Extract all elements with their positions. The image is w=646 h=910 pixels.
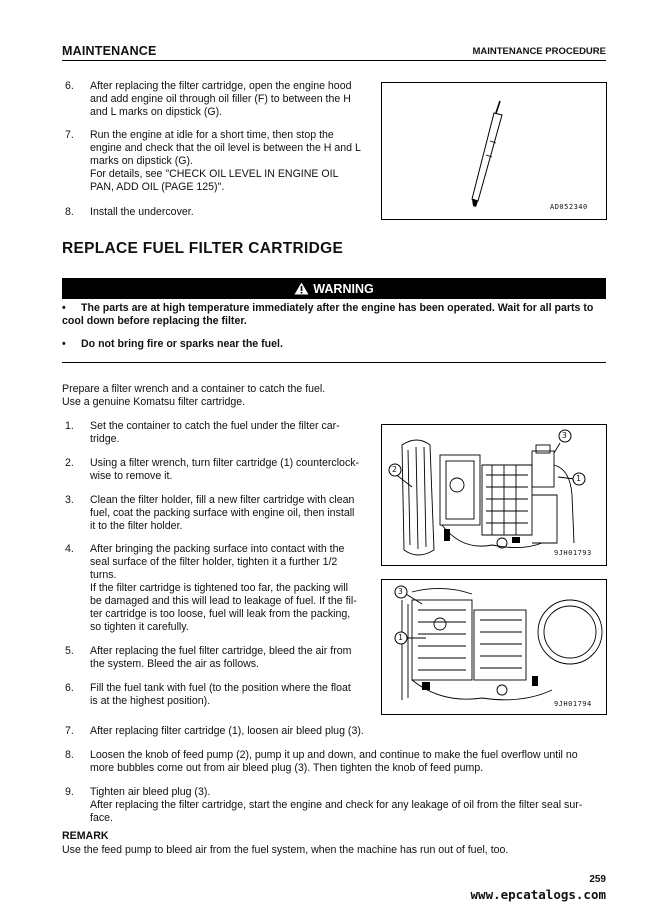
step-line: seal surface of the filter holder, tighten it a further 1/2 [90,556,338,568]
step-line: is at the highest position). [90,695,211,707]
step-line: tridge. [90,433,120,445]
step-number: 8. [65,206,74,218]
step-line: Tighten air bleed plug (3). [90,786,211,798]
remark-title: REMARK [62,830,109,842]
step-line: more bubbles come out from air bleed plug (3). Then tighten the knob of feed pump. [90,762,484,774]
figure-engine-filter [381,424,607,566]
step-line: and L marks on dipstick (G). [90,106,223,118]
warning-line: The parts are at high temperature immediately after the engine has been operated. Wait for all parts to [81,302,594,314]
header-rule [62,60,606,61]
step-number: 6. [65,80,74,92]
warning-bar [62,278,606,299]
step-line: Fill the fuel tank with fuel (to the position where the float [90,682,351,694]
warning-line: cool down before replacing the filter. [62,315,247,327]
step-line: Loosen the knob of feed pump (2), pump it up and down, and continue to make the fuel overflow until no [90,749,578,761]
warning-rule [62,362,606,363]
step-line: turns. [90,569,117,581]
callout-3: 3 [398,587,404,596]
warning-triangle-icon [294,282,309,295]
step-line: If the filter cartridge is tightened too far, the packing will [90,582,348,594]
step-line: Run the engine at idle for a short time, then stop the [90,129,334,141]
section-title: REPLACE FUEL FILTER CARTRIDGE [62,240,344,257]
step-line: For details, see "CHECK OIL LEVEL IN ENGINE OIL [90,168,339,180]
figure-code: 9JH01793 [554,549,592,557]
intro-line: Use a genuine Komatsu filter cartridge. [62,396,246,408]
figure-dipstick [381,82,607,220]
step-line: wise to remove it. [90,470,173,482]
step-number: 4. [65,543,74,555]
step-number: 5. [65,645,74,657]
step-line: Clean the filter holder, fill a new filter cartridge with clean [90,494,355,506]
callout-1: 1 [576,474,582,483]
step-line: it to the filter holder. [90,520,183,532]
engine-illustration [382,425,606,565]
step-number: 8. [65,749,74,761]
step-line: After replacing the filter cartridge, open the engine hood [90,80,352,92]
step-number: 1. [65,420,74,432]
step-line: the system. Bleed the air as follows. [90,658,259,670]
watermark: www.epcatalogs.com [470,887,606,902]
step-line: After bringing the packing surface into contact with the [90,543,345,555]
header-left: MAINTENANCE [62,44,157,58]
step-number: 9. [65,786,74,798]
step-line: be damaged and this will lead to leakage of fuel. If the fil- [90,595,357,607]
step-line: After replacing the fuel filter cartridge, bleed the air from [90,645,352,657]
remark-text: Use the feed pump to bleed air from the fuel system, when the machine has run out of fuel, too. [62,844,509,856]
bullet: • [62,338,66,350]
step-line: so tighten it carefully. [90,621,189,633]
step-line: Set the container to catch the fuel under the filter car- [90,420,340,432]
step-number: 3. [65,494,74,506]
figure-code: AD052340 [550,203,588,211]
intro [62,383,325,409]
step-number: 7. [65,129,74,141]
step-line: Install the undercover. [90,206,194,218]
step-line: ter cartridge is too loose, fuel will leak from the packing, [90,608,351,620]
warning-label: WARNING [313,281,374,296]
callout-2: 2 [392,465,398,474]
callout-3: 3 [562,431,568,440]
step-number: 6. [65,682,74,694]
step-line: PAN, ADD OIL (PAGE 125)". [90,181,225,193]
warning-line: Do not bring fire or sparks near the fuel. [81,338,283,350]
step-number: 2. [65,457,74,469]
step-line: After replacing filter cartridge (1), loosen air bleed plug (3). [90,725,364,737]
dipstick-illustration [382,83,606,219]
intro-line: Prepare a filter wrench and a container to catch the fuel. [62,383,326,395]
step-number: 7. [65,725,74,737]
step-line: engine and check that the oil level is between the H and L [90,142,361,154]
engine-illustration [382,580,606,714]
step-line: and add engine oil through oil filler (F) to between the H [90,93,351,105]
step-line: Using a filter wrench, turn filter cartridge (1) counterclock- [90,457,360,469]
page-number: 259 [589,874,606,885]
figure-code: 9JH01794 [554,700,592,708]
step-line: face. [90,812,113,824]
bullet: • [62,302,66,314]
callout-1: 1 [398,633,404,642]
step-line: fuel, coat the packing surface with engine oil, then install [90,507,355,519]
step-line: After replacing the filter cartridge, start the engine and check for any leakage of oil from the filter seal sur- [90,799,583,811]
step-line: marks on dipstick (G). [90,155,194,167]
figure-air-bleed [381,579,607,715]
header-right: MAINTENANCE PROCEDURE [472,46,606,57]
